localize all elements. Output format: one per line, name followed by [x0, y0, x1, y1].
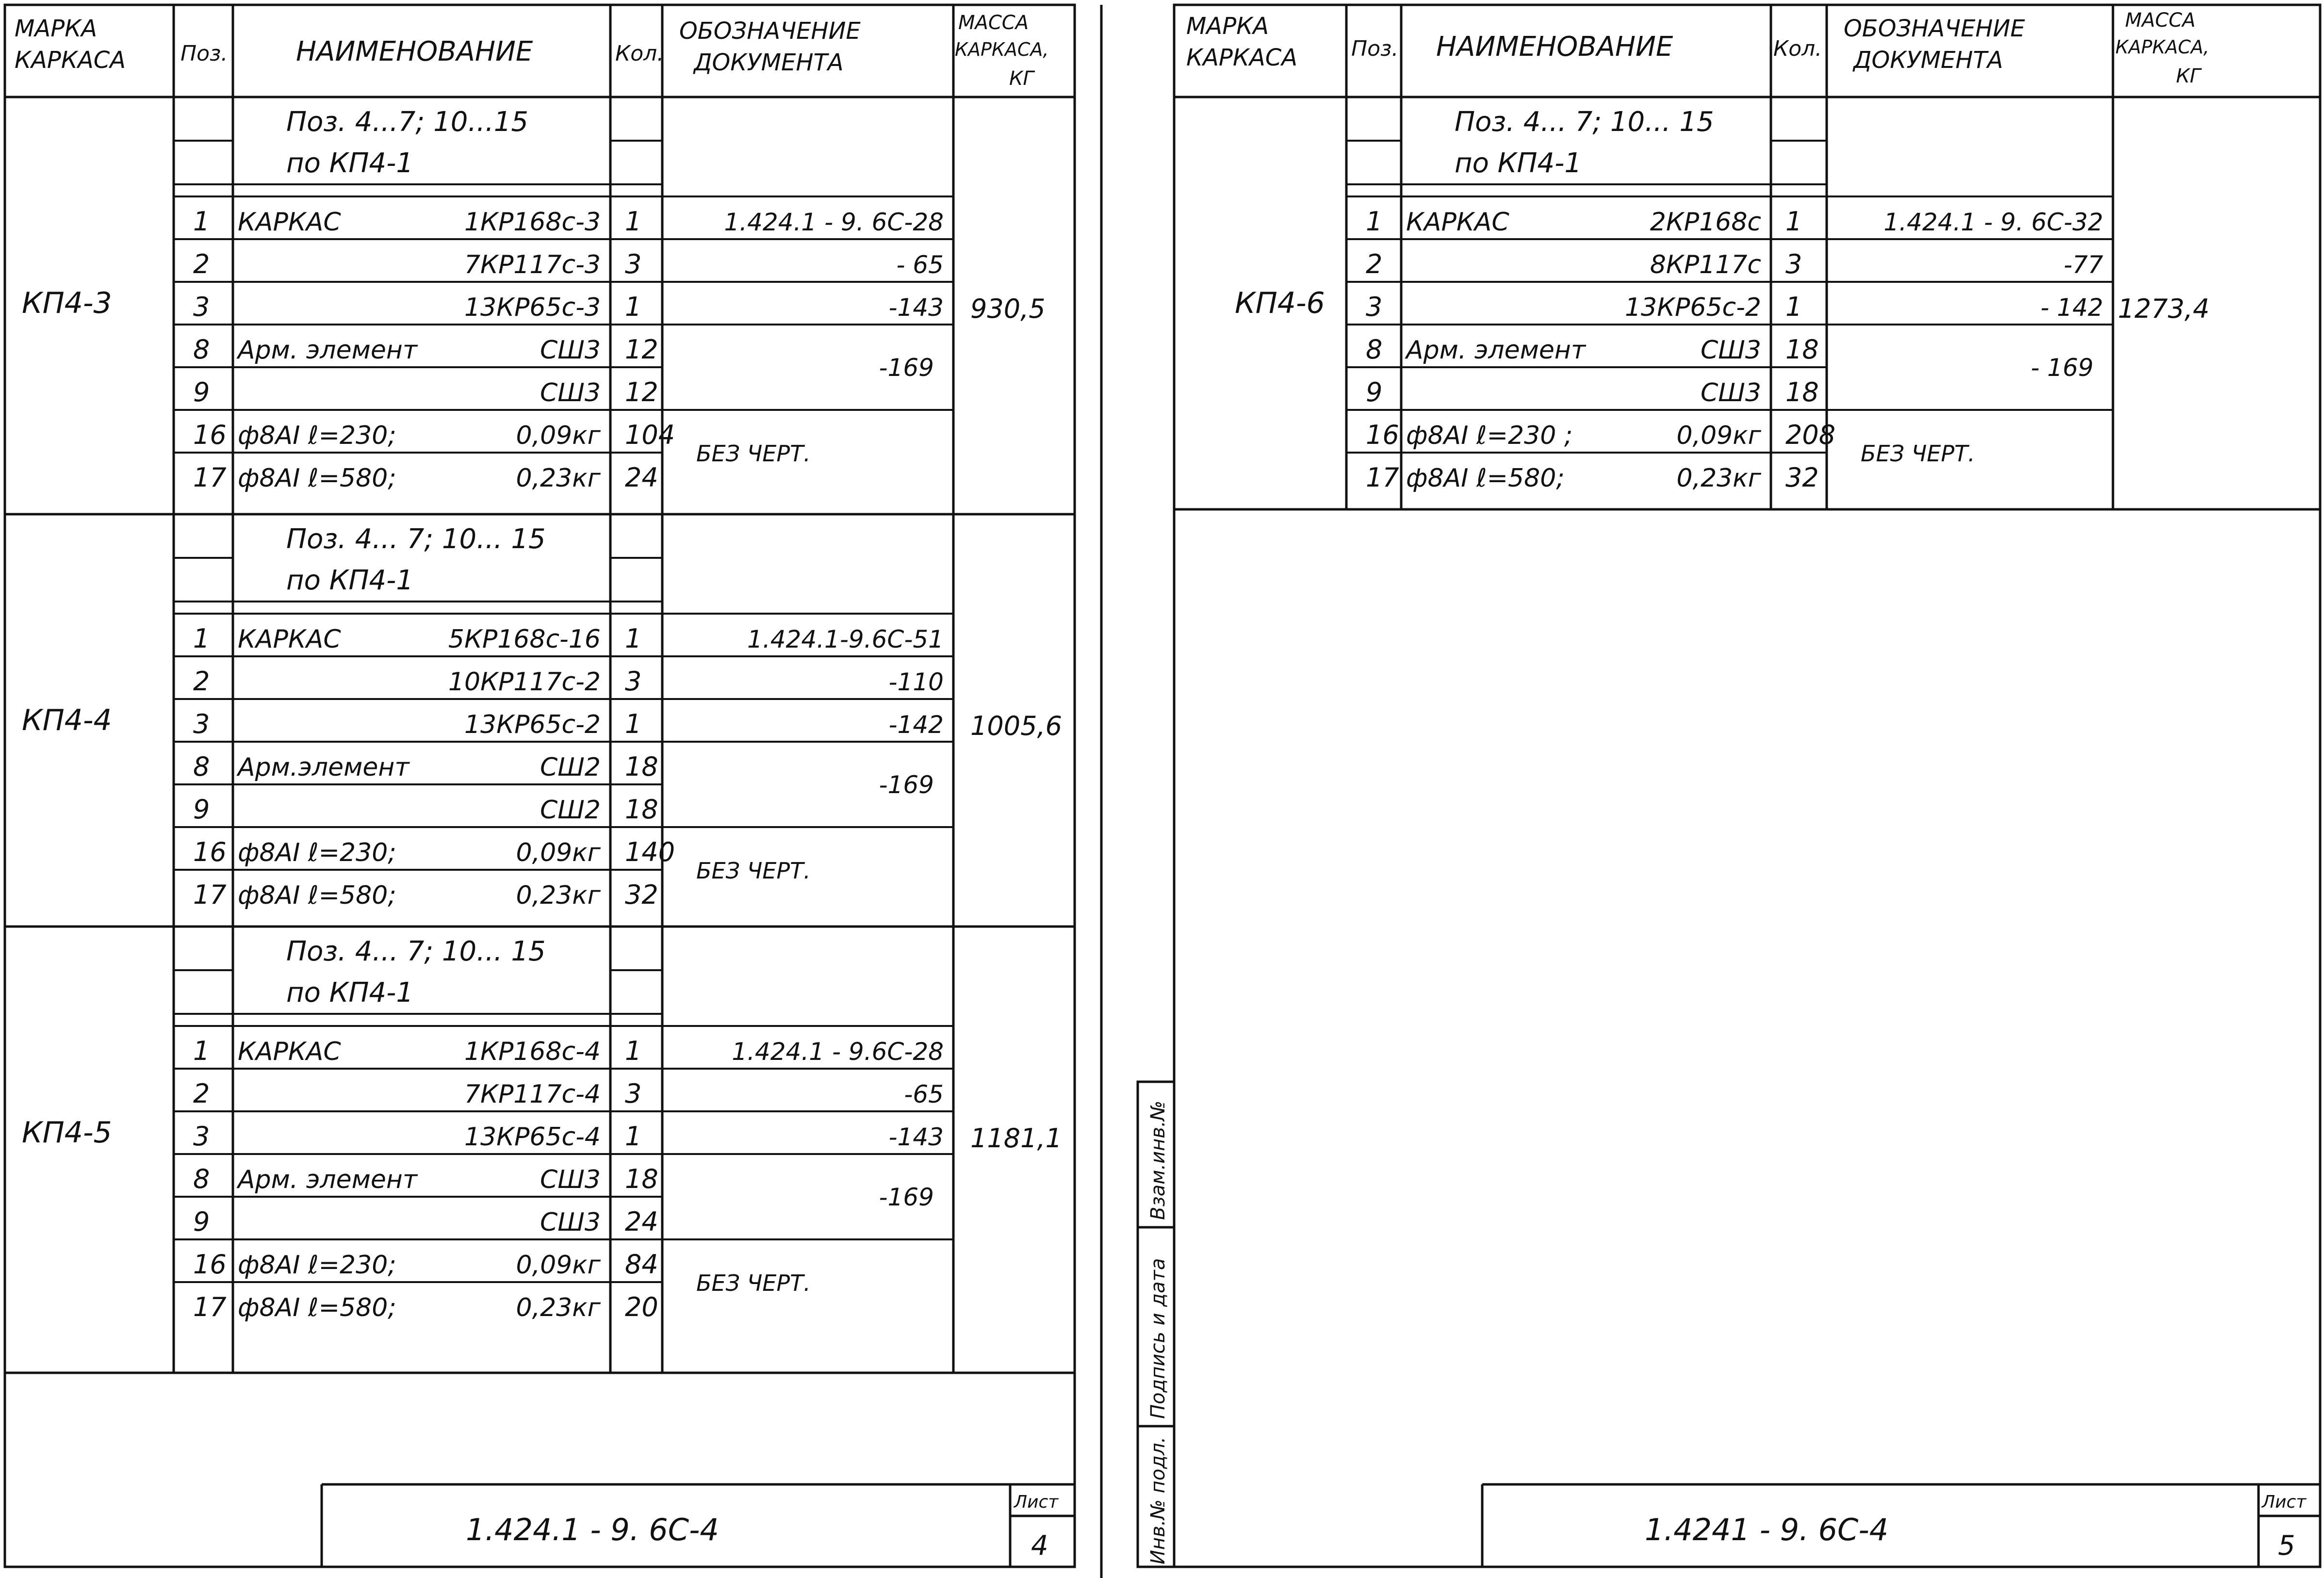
row-poz: 2	[193, 249, 210, 279]
table-row	[193, 623, 944, 654]
row-qty: 3	[625, 1078, 642, 1109]
row-poz: 17	[1366, 462, 1399, 493]
doc-no-drawing: БЕЗ ЧЕРТ.	[696, 1270, 811, 1296]
row-code: СШ3	[1701, 336, 1761, 365]
row-qty: 32	[625, 879, 658, 910]
row-poz: 3	[193, 709, 210, 739]
table-row	[193, 666, 944, 697]
table-row	[1366, 377, 1819, 407]
row-qty: 18	[1785, 334, 1819, 365]
table-row	[193, 1292, 658, 1322]
row-poz: 16	[193, 1249, 227, 1280]
frame-mark: КП4-5	[22, 1116, 112, 1150]
row-code: СШ2	[540, 796, 601, 825]
table-row	[1366, 292, 2103, 322]
table-row	[193, 1249, 658, 1280]
row-code: СШ3	[1701, 378, 1761, 407]
header-massa-karkasa: КАРКАСА,	[955, 39, 1049, 60]
header-massa-kg: КГ	[1009, 67, 1034, 90]
row-code: СШ3	[540, 1208, 601, 1237]
row-name: КАРКАС	[238, 208, 341, 237]
doc-no-drawing: БЕЗ ЧЕРТ.	[696, 440, 811, 467]
frame-mass: 930,5	[970, 293, 1046, 324]
row-name: КАРКАС	[238, 625, 341, 654]
row-code: 0,09кг	[516, 838, 601, 867]
row-poz: 8	[193, 751, 210, 782]
row-doc: 1.424.1 - 9. 6С-32	[1883, 208, 2103, 236]
row-code: 8КР117с	[1650, 250, 1761, 279]
row-qty: 1	[625, 709, 642, 739]
row-qty: 3	[625, 666, 642, 697]
row-doc: -65	[904, 1080, 944, 1108]
row-qty: 1	[625, 206, 642, 237]
row-doc: 1.424.1 - 9. 6С-28	[724, 208, 944, 236]
row-doc: -77	[2063, 251, 2103, 279]
row-qty: 18	[625, 751, 658, 782]
frame-mass: 1273,4	[2118, 293, 2209, 324]
row-code: 7КР117с-4	[464, 1080, 601, 1109]
row-doc: -143	[888, 293, 944, 322]
row-poz: 1	[1366, 206, 1383, 237]
doc-no-drawing: БЕЗ ЧЕРТ.	[1861, 440, 1975, 467]
row-poz: 9	[193, 377, 210, 407]
reference-text: по КП4-1	[286, 147, 414, 179]
header-dok: ДОКУМЕНТА	[694, 49, 844, 76]
left-groups	[22, 106, 1062, 1322]
table-row	[193, 1078, 944, 1109]
row-poz: 17	[193, 1292, 227, 1322]
spec-group	[1235, 106, 2209, 493]
row-code: 13КР65с-2	[464, 710, 601, 739]
table-row	[1366, 249, 2103, 279]
header-massa: МАССА	[2125, 9, 2196, 32]
row-qty: 1	[625, 292, 642, 322]
row-code: 5КР168с-16	[448, 625, 601, 654]
row-poz: 2	[193, 666, 210, 697]
row-qty: 32	[1785, 462, 1819, 493]
table-row	[193, 1121, 944, 1152]
doc-arm-element: -169	[879, 771, 934, 799]
frame-mass: 1005,6	[970, 711, 1062, 741]
row-code: СШ3	[540, 378, 601, 407]
frame-mark: КП4-6	[1235, 286, 1325, 320]
stamp-list-number: 5	[2278, 1530, 2295, 1562]
row-poz: 8	[1366, 334, 1383, 365]
header-oboz: ОБОЗНАЧЕНИЕ	[1844, 15, 2025, 42]
table-row	[193, 206, 944, 237]
table-row	[193, 420, 675, 450]
row-poz: 3	[1366, 292, 1383, 322]
row-name: ф8АI ℓ=230;	[238, 421, 396, 450]
row-name: ф8АI ℓ=580;	[1406, 464, 1565, 493]
table-row	[1366, 420, 1835, 450]
doc-arm-element: - 169	[2030, 354, 2094, 382]
frame-mass: 1181,1	[970, 1123, 1062, 1154]
side-stamp-labels	[1147, 1101, 1169, 1564]
frame-mark: КП4-4	[22, 703, 112, 737]
row-poz: 9	[193, 1206, 210, 1237]
row-code: 13КР65с-4	[464, 1122, 601, 1152]
header-marka: МАРКА	[1186, 13, 1269, 40]
row-qty: 12	[625, 334, 658, 365]
row-code: 0,23кг	[516, 464, 601, 493]
row-name: Арм. элемент	[238, 1165, 418, 1194]
doc-no-drawing: БЕЗ ЧЕРТ.	[696, 858, 811, 884]
row-code: 7КР117с-3	[464, 250, 601, 279]
table-row	[193, 837, 675, 867]
row-name: КАРКАС	[238, 1037, 341, 1066]
right-groups	[1235, 106, 2209, 493]
row-qty: 20	[625, 1292, 658, 1322]
row-poz: 16	[193, 420, 227, 450]
row-qty: 18	[625, 1164, 658, 1194]
row-doc: - 65	[896, 251, 944, 279]
header-massa-kg: КГ	[2176, 65, 2201, 87]
table-row	[1366, 462, 1819, 493]
row-code: 13КР65с-2	[1624, 293, 1761, 322]
row-poz: 1	[193, 206, 210, 237]
reference-text: Поз. 4... 7; 10... 15	[286, 523, 546, 555]
side-stamp-vzam: Взам.инв.№	[1147, 1100, 1169, 1220]
row-name: ф8АI ℓ=230 ;	[1406, 421, 1573, 450]
row-poz: 1	[193, 1036, 210, 1066]
header-kol: Кол.	[615, 41, 664, 66]
stamp-list-number: 4	[1031, 1530, 1048, 1562]
table-row	[193, 751, 658, 782]
header-kol: Кол.	[1773, 36, 1822, 61]
row-code: 1КР168с-4	[464, 1037, 601, 1066]
header-massa-karkasa: КАРКАСА,	[2115, 36, 2209, 58]
table-row	[1366, 334, 1819, 365]
row-poz: 3	[193, 292, 210, 322]
row-name: Арм. элемент	[238, 336, 418, 365]
reference-text: по КП4-1	[286, 565, 414, 596]
header-karkasa: КАРКАСА	[1186, 44, 1298, 71]
row-code: 0,23кг	[516, 881, 601, 910]
row-code: 0,09кг	[1676, 421, 1761, 450]
row-poz: 8	[193, 1164, 210, 1194]
row-name: ф8АI ℓ=230;	[238, 838, 396, 867]
row-qty: 24	[625, 1206, 658, 1237]
row-doc: -110	[888, 668, 944, 696]
row-code: 0,23кг	[516, 1293, 601, 1322]
table-row	[193, 249, 944, 279]
table-row	[193, 794, 658, 825]
stamp-list-label: Лист	[1014, 1492, 1059, 1512]
row-code: 0,23кг	[1676, 464, 1761, 493]
row-code: СШ3	[540, 1165, 601, 1194]
row-name: ф8АI ℓ=580;	[238, 1293, 396, 1322]
row-qty: 3	[1785, 249, 1802, 279]
table-row	[193, 1206, 658, 1237]
reference-text: Поз. 4... 7; 10... 15	[286, 936, 546, 967]
row-code: 1КР168с-3	[464, 208, 601, 237]
row-poz: 17	[193, 879, 227, 910]
header-poz: Поз.	[1351, 36, 1399, 61]
row-doc: -143	[888, 1123, 944, 1151]
right-table-header	[1186, 9, 2209, 87]
doc-arm-element: -169	[879, 1183, 934, 1211]
stamp-list-label: Лист	[2262, 1492, 2307, 1512]
doc-arm-element: -169	[879, 354, 934, 382]
row-qty: 3	[625, 249, 642, 279]
row-qty: 208	[1785, 420, 1836, 450]
row-code: 0,09кг	[516, 421, 601, 450]
row-qty: 140	[625, 837, 675, 867]
row-poz: 2	[193, 1078, 210, 1109]
row-poz: 17	[193, 462, 227, 493]
row-code: СШ2	[540, 753, 601, 782]
header-naim: НАИМЕНОВАНИЕ	[296, 36, 533, 67]
row-qty: 1	[625, 1121, 642, 1152]
row-poz: 2	[1366, 249, 1383, 279]
table-row	[193, 879, 658, 910]
row-qty: 18	[1785, 377, 1819, 407]
row-poz: 9	[193, 794, 210, 825]
header-massa: МАССА	[958, 12, 1029, 34]
row-name: ф8АI ℓ=580;	[238, 464, 396, 493]
row-qty: 1	[625, 1036, 642, 1066]
side-stamp-podpis: Подпись и дата	[1147, 1258, 1169, 1419]
row-poz: 9	[1366, 377, 1383, 407]
row-qty: 24	[625, 462, 658, 493]
left-stamp	[466, 1492, 1059, 1562]
row-doc: -142	[888, 711, 944, 739]
row-poz: 3	[193, 1121, 210, 1152]
row-qty: 104	[625, 420, 675, 450]
row-poz: 16	[193, 837, 227, 867]
row-code: СШ3	[540, 336, 601, 365]
row-name: Арм. элемент	[1406, 336, 1586, 365]
header-karkasa: КАРКАСА	[15, 47, 126, 74]
stamp-code: 1.4241 - 9. 6С-4	[1645, 1512, 1889, 1547]
header-poz: Поз.	[180, 41, 228, 66]
table-row	[193, 292, 944, 322]
reference-text: Поз. 4...7; 10...15	[286, 106, 528, 138]
row-code: 13КР65с-3	[464, 293, 601, 322]
table-row	[193, 709, 944, 739]
header-dok: ДОКУМЕНТА	[1853, 47, 2003, 74]
row-poz: 8	[193, 334, 210, 365]
row-poz: 1	[193, 623, 210, 654]
table-row	[193, 1164, 658, 1194]
row-qty: 1	[1785, 292, 1802, 322]
table-row	[193, 377, 658, 407]
row-qty: 1	[625, 623, 642, 654]
row-qty: 18	[625, 794, 658, 825]
side-stamp-inv-podl: Инв.№ подл.	[1147, 1436, 1169, 1564]
spec-group	[22, 936, 1062, 1322]
row-name: ф8АI ℓ=230;	[238, 1251, 396, 1280]
reference-text: по КП4-1	[1455, 147, 1582, 179]
header-naim: НАИМЕНОВАНИЕ	[1436, 31, 1673, 63]
row-code: 2КР168с	[1650, 208, 1761, 237]
row-doc: 1.424.1 - 9.6С-28	[732, 1038, 944, 1066]
reference-text: Поз. 4... 7; 10... 15	[1455, 106, 1714, 138]
left-table-header	[15, 12, 1048, 90]
spec-group	[22, 523, 1062, 910]
header-marka: МАРКА	[15, 15, 98, 42]
row-code: 0,09кг	[516, 1251, 601, 1280]
frame-mark: КП4-3	[22, 286, 112, 320]
header-oboz: ОБОЗНАЧЕНИЕ	[679, 17, 861, 45]
reference-text: по КП4-1	[286, 977, 414, 1009]
spec-group	[22, 106, 1046, 493]
row-name: КАРКАС	[1406, 208, 1509, 237]
table-row	[193, 334, 658, 365]
table-row	[1366, 206, 2103, 237]
row-name: ф8АI ℓ=580;	[238, 881, 396, 910]
row-doc: 1.424.1-9.6С-51	[747, 625, 944, 653]
right-stamp	[1645, 1492, 2307, 1562]
table-row	[193, 462, 658, 493]
table-row	[193, 1036, 944, 1066]
stamp-code: 1.424.1 - 9. 6С-4	[466, 1512, 719, 1547]
row-doc: - 142	[2040, 293, 2103, 322]
row-qty: 1	[1785, 206, 1802, 237]
row-name: Арм.элемент	[238, 753, 409, 782]
row-qty: 84	[625, 1249, 658, 1280]
row-qty: 12	[625, 377, 658, 407]
row-code: 10КР117с-2	[448, 667, 601, 697]
row-poz: 16	[1366, 420, 1399, 450]
